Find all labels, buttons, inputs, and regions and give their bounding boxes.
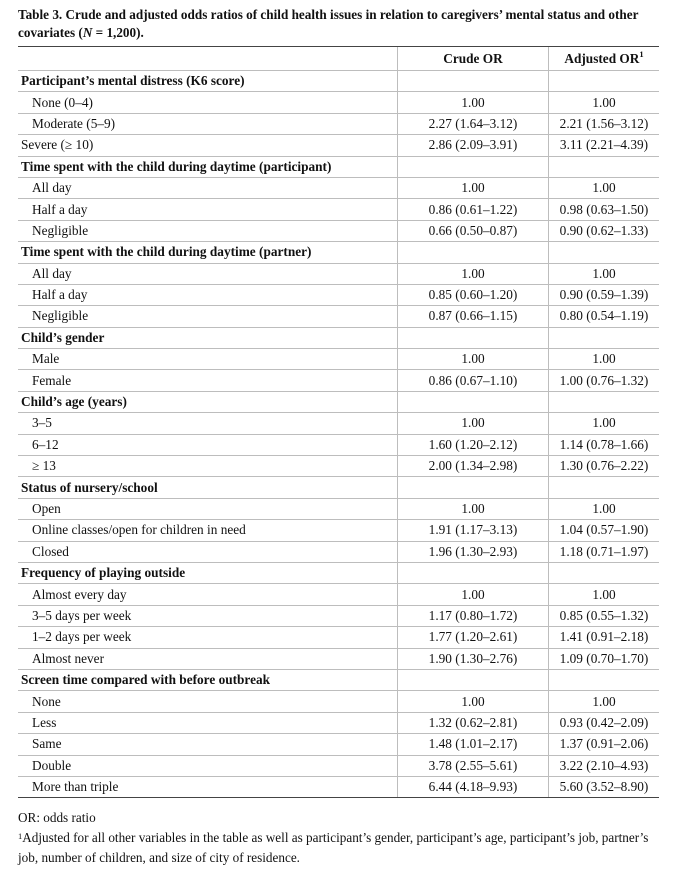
odds-ratio-table — [18, 46, 659, 798]
row-label: Online classes/open for children in need — [18, 520, 398, 541]
crude-or-value: 1.00 — [398, 413, 549, 434]
table-row — [18, 627, 659, 648]
crude-or-value: 1.00 — [398, 349, 549, 370]
section-empty-cell — [398, 327, 549, 348]
row-label: ≥ 13 — [18, 456, 398, 477]
row-label: Female — [18, 370, 398, 391]
crude-or-value: 1.90 (1.30–2.76) — [398, 648, 549, 669]
crude-or-value: 2.00 (1.34–2.98) — [398, 456, 549, 477]
section-empty-cell — [549, 242, 660, 263]
adjusted-or-value: 0.90 (0.62–1.33) — [549, 220, 660, 241]
table-row — [18, 263, 659, 284]
section-empty-cell — [549, 669, 660, 690]
footnote-mark: 1 — [18, 831, 23, 841]
table-row — [18, 776, 659, 797]
section-empty-cell — [398, 156, 549, 177]
section-empty-cell — [398, 562, 549, 583]
adjusted-or-value: 0.85 (0.55–1.32) — [549, 605, 660, 626]
section-empty-cell — [549, 327, 660, 348]
section-title: Screen time compared with before outbreak — [18, 669, 398, 690]
crude-or-value: 1.91 (1.17–3.13) — [398, 520, 549, 541]
adjusted-or-value: 1.00 — [549, 413, 660, 434]
table-notes — [18, 808, 658, 868]
crude-or-value: 0.85 (0.60–1.20) — [398, 284, 549, 305]
section-empty-cell — [398, 391, 549, 412]
header-label-cell — [18, 47, 398, 71]
section-title: Child’s gender — [18, 327, 398, 348]
adjusted-or-value: 1.00 — [549, 263, 660, 284]
table-row — [18, 413, 659, 434]
adjusted-or-value: 1.04 (0.57–1.90) — [549, 520, 660, 541]
row-label: Almost never — [18, 648, 398, 669]
crude-or-value: 1.00 — [398, 691, 549, 712]
section-row — [18, 391, 659, 412]
row-label: More than triple — [18, 776, 398, 797]
crude-or-value: 0.86 (0.67–1.10) — [398, 370, 549, 391]
row-label: None — [18, 691, 398, 712]
row-label: Half a day — [18, 199, 398, 220]
adjusted-or-value: 1.00 — [549, 498, 660, 519]
section-row — [18, 477, 659, 498]
footnote-text: Adjusted for all other variables in the table as well as participant’s gender, participant’s age, participant’s job, partner’s job, number of children, and size of city of residence. — [18, 830, 649, 865]
crude-or-value: 0.66 (0.50–0.87) — [398, 220, 549, 241]
crude-or-value: 1.17 (0.80–1.72) — [398, 605, 549, 626]
row-label: 1–2 days per week — [18, 627, 398, 648]
table-row — [18, 434, 659, 455]
row-label: Almost every day — [18, 584, 398, 605]
section-title: Child’s age (years) — [18, 391, 398, 412]
adjusted-or-value: 3.22 (2.10–4.93) — [549, 755, 660, 776]
adjusted-or-value: 3.11 (2.21–4.39) — [549, 135, 660, 156]
section-row — [18, 156, 659, 177]
table-row — [18, 113, 659, 134]
row-label: 6–12 — [18, 434, 398, 455]
section-empty-cell — [398, 71, 549, 92]
adjusted-or-value: 0.90 (0.59–1.39) — [549, 284, 660, 305]
row-label: 3–5 days per week — [18, 605, 398, 626]
table-header — [18, 47, 659, 71]
crude-or-value: 1.77 (1.20–2.61) — [398, 627, 549, 648]
row-label: Less — [18, 712, 398, 733]
caption-n-symbol: N — [82, 25, 93, 40]
table-row — [18, 284, 659, 305]
adjusted-or-value: 1.00 (0.76–1.32) — [549, 370, 660, 391]
table-row — [18, 370, 659, 391]
section-row — [18, 669, 659, 690]
section-empty-cell — [398, 669, 549, 690]
section-title: Time spent with the child during daytime (partner) — [18, 242, 398, 263]
section-empty-cell — [398, 477, 549, 498]
crude-or-value: 3.78 (2.55–5.61) — [398, 755, 549, 776]
table-row — [18, 498, 659, 519]
table-number: Table 3. — [18, 7, 63, 22]
table-caption — [18, 6, 658, 42]
adjusted-or-value: 0.98 (0.63–1.50) — [549, 199, 660, 220]
row-label: None (0–4) — [18, 92, 398, 113]
caption-text: Crude and adjusted odds ratios of child health issues in relation to caregivers’ mental status and other covariates ( — [18, 7, 639, 40]
table-row — [18, 456, 659, 477]
header-adjusted-or — [549, 47, 660, 71]
adjusted-or-value: 0.93 (0.42–2.09) — [549, 712, 660, 733]
section-empty-cell — [549, 156, 660, 177]
row-label: All day — [18, 263, 398, 284]
table-row — [18, 349, 659, 370]
table-row — [18, 199, 659, 220]
section-title: Frequency of playing outside — [18, 562, 398, 583]
crude-or-value: 1.00 — [398, 92, 549, 113]
caption-n-value: = 1,200). — [92, 25, 144, 40]
table-row — [18, 605, 659, 626]
section-row — [18, 71, 659, 92]
row-label: Same — [18, 734, 398, 755]
table-body — [18, 71, 659, 798]
row-label: All day — [18, 177, 398, 198]
adjusted-or-value: 1.00 — [549, 92, 660, 113]
table-row — [18, 712, 659, 733]
table-row — [18, 520, 659, 541]
crude-or-value: 1.00 — [398, 177, 549, 198]
section-empty-cell — [549, 71, 660, 92]
crude-or-value: 0.87 (0.66–1.15) — [398, 306, 549, 327]
section-empty-cell — [549, 391, 660, 412]
row-label: Double — [18, 755, 398, 776]
section-empty-cell — [549, 477, 660, 498]
table-row — [18, 306, 659, 327]
header-adjusted-footnote-mark: 1 — [639, 48, 644, 59]
section-title: Status of nursery/school — [18, 477, 398, 498]
header-adjusted-text: Adjusted OR — [564, 50, 640, 66]
table-row — [18, 541, 659, 562]
table-row — [18, 92, 659, 113]
crude-or-value: 1.00 — [398, 584, 549, 605]
adjusted-or-value: 1.00 — [549, 584, 660, 605]
row-label: Closed — [18, 541, 398, 562]
adjustment-footnote — [18, 828, 658, 868]
row-label: Negligible — [18, 306, 398, 327]
row-label: Moderate (5–9) — [18, 113, 398, 134]
adjusted-or-value: 2.21 (1.56–3.12) — [549, 113, 660, 134]
row-label: Open — [18, 498, 398, 519]
row-label: Male — [18, 349, 398, 370]
table-row — [18, 691, 659, 712]
header-crude-or: Crude OR — [398, 47, 549, 71]
table-row — [18, 755, 659, 776]
crude-or-value: 2.86 (2.09–3.91) — [398, 135, 549, 156]
section-title: Participant’s mental distress (K6 score) — [18, 71, 398, 92]
row-label: 3–5 — [18, 413, 398, 434]
table-row — [18, 220, 659, 241]
abbreviation-note: OR: odds ratio — [18, 810, 96, 825]
table-row — [18, 584, 659, 605]
adjusted-or-value: 1.37 (0.91–2.06) — [549, 734, 660, 755]
header-row — [18, 47, 659, 71]
row-label: Severe (≥ 10) — [18, 135, 398, 156]
crude-or-value: 2.27 (1.64–3.12) — [398, 113, 549, 134]
section-row — [18, 327, 659, 348]
row-label: Half a day — [18, 284, 398, 305]
table-row — [18, 734, 659, 755]
crude-or-value: 1.60 (1.20–2.12) — [398, 434, 549, 455]
adjusted-or-value: 1.00 — [549, 349, 660, 370]
section-row — [18, 242, 659, 263]
table-row — [18, 648, 659, 669]
adjusted-or-value: 1.41 (0.91–2.18) — [549, 627, 660, 648]
crude-or-value: 0.86 (0.61–1.22) — [398, 199, 549, 220]
crude-or-value: 1.48 (1.01–2.17) — [398, 734, 549, 755]
adjusted-or-value: 5.60 (3.52–8.90) — [549, 776, 660, 797]
table-row — [18, 177, 659, 198]
table-row — [18, 135, 659, 156]
adjusted-or-value: 1.09 (0.70–1.70) — [549, 648, 660, 669]
section-empty-cell — [549, 562, 660, 583]
section-empty-cell — [398, 242, 549, 263]
crude-or-value: 1.32 (0.62–2.81) — [398, 712, 549, 733]
adjusted-or-value: 1.00 — [549, 691, 660, 712]
crude-or-value: 1.96 (1.30–2.93) — [398, 541, 549, 562]
adjusted-or-value: 0.80 (0.54–1.19) — [549, 306, 660, 327]
adjusted-or-value: 1.14 (0.78–1.66) — [549, 434, 660, 455]
adjusted-or-value: 1.00 — [549, 177, 660, 198]
row-label: Negligible — [18, 220, 398, 241]
section-row — [18, 562, 659, 583]
adjusted-or-value: 1.30 (0.76–2.22) — [549, 456, 660, 477]
section-title: Time spent with the child during daytime (participant) — [18, 156, 398, 177]
crude-or-value: 1.00 — [398, 498, 549, 519]
adjusted-or-value: 1.18 (0.71–1.97) — [549, 541, 660, 562]
crude-or-value: 1.00 — [398, 263, 549, 284]
crude-or-value: 6.44 (4.18–9.93) — [398, 776, 549, 797]
